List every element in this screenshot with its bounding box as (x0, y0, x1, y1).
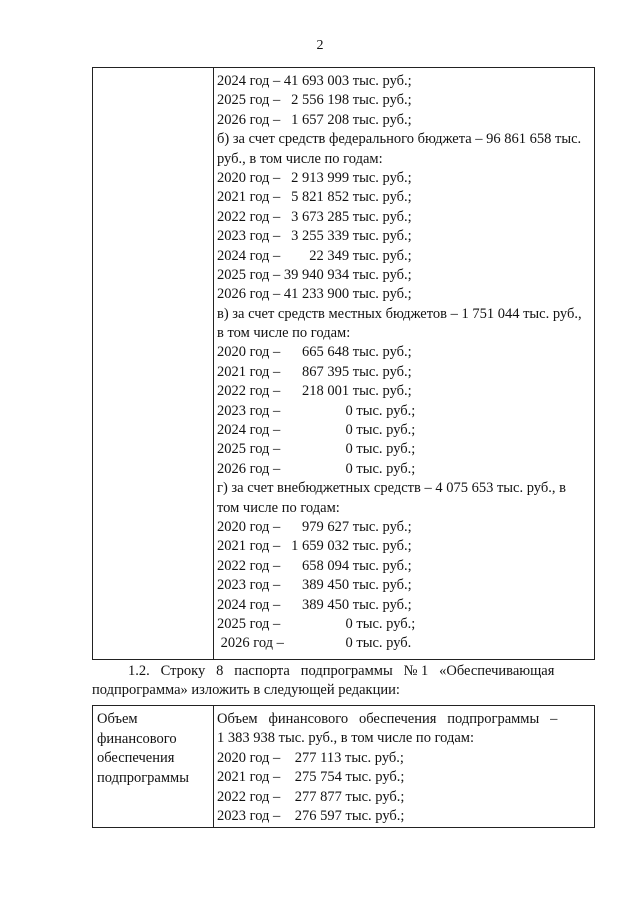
text-line: 2025 год – 2 556 198 тыс. руб.; (217, 92, 412, 109)
paragraph-line: подпрограмма» изложить в следующей редакции: (92, 682, 400, 698)
text-line: 2020 год – 2 913 999 тыс. руб.; (217, 169, 412, 186)
text-line: г) за счет внебюджетных средств – 4 075 653 тыс. руб., в (217, 480, 566, 497)
text-line: 2020 год – 665 648 тыс. руб.; (217, 344, 412, 361)
text-line: финансового (97, 730, 177, 747)
text-line: 2026 год – 0 тыс. руб.; (217, 460, 416, 477)
text-line: Объем финансового обеспечения подпрограммы – (217, 711, 558, 727)
column-divider (213, 68, 214, 659)
text-line: обеспечения (97, 750, 175, 767)
text-line: 2026 год – 1 657 208 тыс. руб.; (217, 111, 412, 128)
text-line: руб., в том числе по годам: (217, 150, 383, 167)
page-number: 2 (316, 38, 324, 53)
text-line: в) за счет средств местных бюджетов – 1 751 044 тыс. руб., (217, 305, 582, 322)
text-line: 2025 год – 0 тыс. руб.; (217, 615, 416, 632)
text-line: 2026 год – 0 тыс. руб. (217, 635, 412, 652)
text-line: том числе по годам: (217, 499, 340, 516)
column-divider (213, 706, 214, 827)
text-line: 2024 год – 389 450 тыс. руб.; (217, 596, 412, 613)
text-line: 2023 год – 389 450 тыс. руб.; (217, 577, 412, 594)
text-line: б) за счет средств федерального бюджета – 96 861 658 тыс. (217, 131, 582, 148)
funding-amounts-cell (217, 710, 590, 826)
funding-table-continued (92, 67, 595, 660)
text-line: 2023 год – 3 255 339 тыс. руб.; (217, 228, 412, 245)
text-line: 2021 год – 1 659 032 тыс. руб.; (217, 538, 412, 555)
paragraph-line: 1.2. Строку 8 паспорта подпрограммы № 1 «Обеспечивающая (128, 663, 555, 679)
text-line: 2026 год – 41 233 900 тыс. руб.; (217, 286, 412, 303)
text-line: 2022 год – 277 877 тыс. руб.; (217, 788, 405, 805)
text-line: 2020 год – 277 113 тыс. руб.; (217, 749, 404, 766)
text-line: 2021 год – 867 395 тыс. руб.; (217, 363, 412, 380)
text-line: 2025 год – 0 тыс. руб.; (217, 441, 416, 458)
text-line: 2021 год – 5 821 852 тыс. руб.; (217, 189, 412, 206)
text-line: 2025 год – 39 940 934 тыс. руб.; (217, 266, 412, 283)
amendment-paragraph (92, 662, 595, 700)
funding-details-cell (217, 72, 590, 654)
text-line: 2024 год – 41 693 003 тыс. руб.; (217, 73, 412, 89)
text-line: 2024 год – 0 тыс. руб.; (217, 422, 416, 439)
text-line: Объем (97, 711, 138, 727)
text-line: 2023 год – 276 597 тыс. руб.; (217, 807, 405, 824)
text-line: 2023 год – 0 тыс. руб.; (217, 402, 416, 419)
text-line: 2021 год – 275 754 тыс. руб.; (217, 769, 405, 786)
text-line: 2022 год – 218 001 тыс. руб.; (217, 383, 412, 400)
text-line: 2022 год – 3 673 285 тыс. руб.; (217, 208, 412, 225)
text-line: 2024 год – 22 349 тыс. руб.; (217, 247, 412, 264)
subprogram-funding-table (92, 705, 595, 828)
text-line: 1 383 938 тыс. руб., в том числе по годам: (217, 730, 475, 747)
text-line: подпрограммы (97, 769, 189, 786)
text-line: в том числе по годам: (217, 325, 351, 342)
text-line: 2020 год – 979 627 тыс. руб.; (217, 518, 412, 535)
funding-label-cell (97, 710, 209, 788)
text-line: 2022 год – 658 094 тыс. руб.; (217, 557, 412, 574)
